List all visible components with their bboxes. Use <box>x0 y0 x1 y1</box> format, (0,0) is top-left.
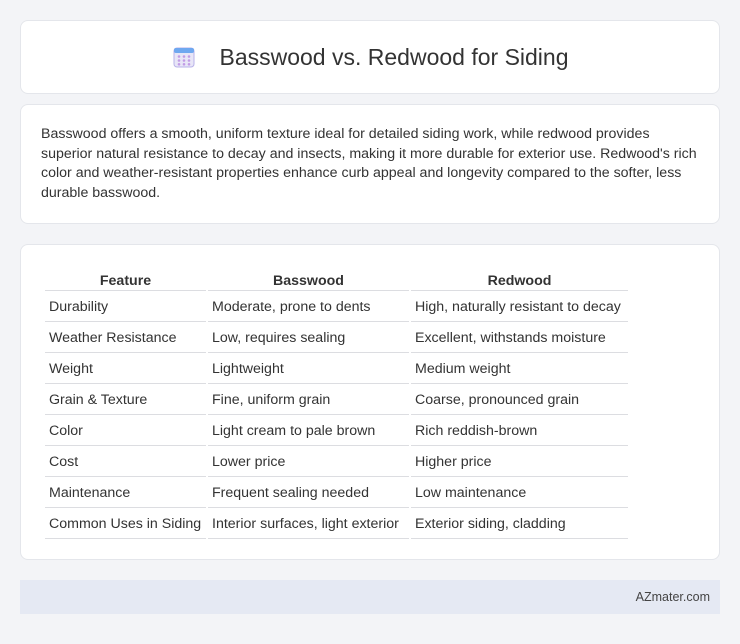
feature-cell: Grain & Texture <box>45 386 206 415</box>
table-row <box>45 293 628 322</box>
comparison-table <box>43 265 630 541</box>
footer <box>20 580 720 614</box>
intro-card <box>20 104 720 224</box>
basswood-cell: Lightweight <box>208 355 409 384</box>
basswood-cell: Light cream to pale brown <box>208 417 409 446</box>
basswood-cell: Fine, uniform grain <box>208 386 409 415</box>
header-feature: Feature <box>45 267 206 291</box>
table-row <box>45 479 628 508</box>
table-row <box>45 355 628 384</box>
basswood-cell: Moderate, prone to dents <box>208 293 409 322</box>
feature-cell: Color <box>45 417 206 446</box>
calendar-icon <box>171 44 197 70</box>
feature-cell: Durability <box>45 293 206 322</box>
redwood-cell: Higher price <box>411 448 628 477</box>
basswood-cell: Frequent sealing needed <box>208 479 409 508</box>
page-title: Basswood vs. Redwood for Siding <box>219 43 569 70</box>
redwood-cell: Exterior siding, cladding <box>411 510 628 539</box>
redwood-cell: Coarse, pronounced grain <box>411 386 628 415</box>
comparison-table-card <box>20 244 720 560</box>
intro-paragraph: Basswood offers a smooth, uniform texture ideal for detailed siding work, while redwood provides superior natural resistance to decay and insects, making it more durable for exterior use. Redwood's rich color and weather-resistant properties enhance curb appeal and longevity compared to the softer, less durable basswood. <box>41 126 697 201</box>
feature-cell: Weather Resistance <box>45 324 206 353</box>
redwood-cell: Excellent, withstands moisture <box>411 324 628 353</box>
feature-cell: Cost <box>45 448 206 477</box>
table-row <box>45 417 628 446</box>
header-redwood: Redwood <box>411 267 628 291</box>
header-basswood: Basswood <box>208 267 409 291</box>
feature-cell: Common Uses in Siding <box>45 510 206 539</box>
title-card <box>20 20 720 94</box>
table-header-row <box>45 267 628 291</box>
basswood-cell: Low, requires sealing <box>208 324 409 353</box>
feature-cell: Weight <box>45 355 206 384</box>
feature-cell: Maintenance <box>45 479 206 508</box>
redwood-cell: High, naturally resistant to decay <box>411 293 628 322</box>
table-row <box>45 448 628 477</box>
table-row <box>45 324 628 353</box>
redwood-cell: Low maintenance <box>411 479 628 508</box>
basswood-cell: Lower price <box>208 448 409 477</box>
footer-brand[interactable]: AZmater.com <box>635 590 710 604</box>
redwood-cell: Medium weight <box>411 355 628 384</box>
table-row <box>45 510 628 539</box>
redwood-cell: Rich reddish-brown <box>411 417 628 446</box>
basswood-cell: Interior surfaces, light exterior <box>208 510 409 539</box>
table-row <box>45 386 628 415</box>
